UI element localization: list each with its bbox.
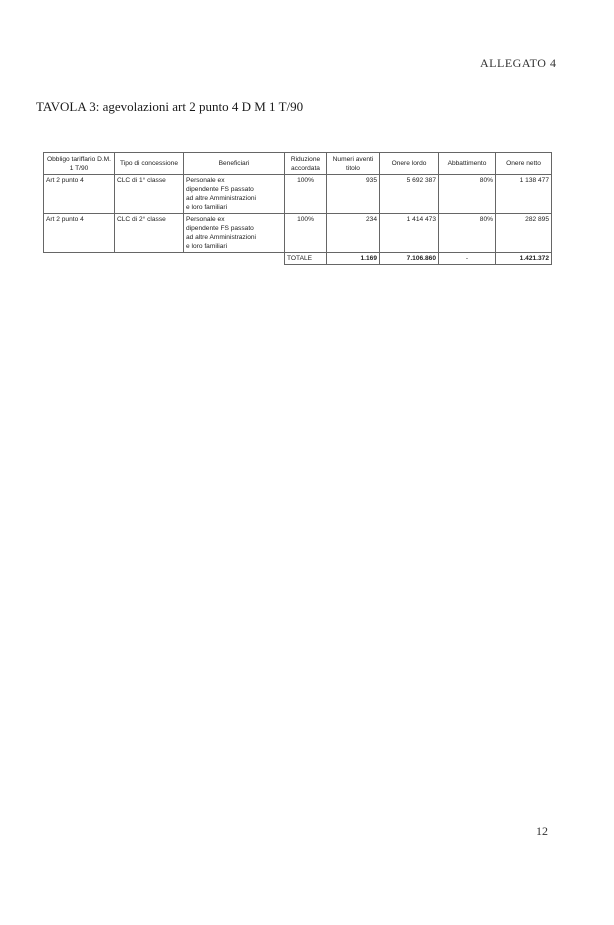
beneficiari-line: Personale ex [186,177,225,184]
cell-numeri: 935 [327,175,380,214]
col-header-onere-lordo: Onere lordo [380,153,439,175]
cell-obbligo: Art 2 punto 4 [44,175,115,214]
cell-onere-lordo: 1 414 473 [380,214,439,253]
col-header-obbligo: Obbligo tariffario D.M. 1 T/90 [44,153,115,175]
table-header-row [44,153,552,175]
cell-tipo: CLC di 2° classe [115,214,184,253]
page-number: 12 [536,824,548,838]
beneficiari-line: Personale ex [186,216,225,223]
cell-total-numeri: 1.169 [327,253,380,265]
beneficiari-line: ad altre Amministrazioni [186,195,256,202]
cell-numeri: 234 [327,214,380,253]
cell-total-onere-netto: 1.421.372 [496,253,552,265]
cell-beneficiari [184,175,285,214]
cell-riduzione: 100% [285,214,327,253]
cell-riduzione: 100% [285,175,327,214]
cell-empty [184,253,285,265]
cell-onere-netto: 282 895 [496,214,552,253]
col-header-abbattimento: Abbattimento [439,153,496,175]
allegato-label: ALLEGATO 4 [480,56,557,70]
beneficiari-line: ad altre Amministrazioni [186,234,256,241]
table-row [44,214,552,253]
beneficiari-line: e loro familiari [186,243,228,250]
col-header-numeri: Numeri aventi titolo [327,153,380,175]
col-header-onere-netto: Onere netto [496,153,552,175]
cell-tipo: CLC di 1° classe [115,175,184,214]
cell-abbattimento: 80% [439,175,496,214]
cell-beneficiari [184,214,285,253]
agevolazioni-table [43,152,552,265]
cell-total-label: TOTALE [285,253,327,265]
cell-empty [115,253,184,265]
cell-total-onere-lordo: 7.106.860 [380,253,439,265]
beneficiari-line: dipendente FS passato [186,186,254,193]
table-row [44,175,552,214]
col-header-beneficiari: Beneficiari [184,153,285,175]
cell-obbligo: Art 2 punto 4 [44,214,115,253]
cell-empty [44,253,115,265]
page-title: TAVOLA 3: agevolazioni art 2 punto 4 D M 1 T/90 [36,99,304,114]
cell-onere-lordo: 5 692 387 [380,175,439,214]
col-header-tipo: Tipo di concessione [115,153,184,175]
cell-onere-netto: 1 138 477 [496,175,552,214]
cell-total-abbattimento: - [439,253,496,265]
table-total-row [44,253,552,265]
beneficiari-line: e loro familiari [186,204,228,211]
col-header-riduzione: Riduzione accordata [285,153,327,175]
cell-abbattimento: 80% [439,214,496,253]
beneficiari-line: dipendente FS passato [186,225,254,232]
